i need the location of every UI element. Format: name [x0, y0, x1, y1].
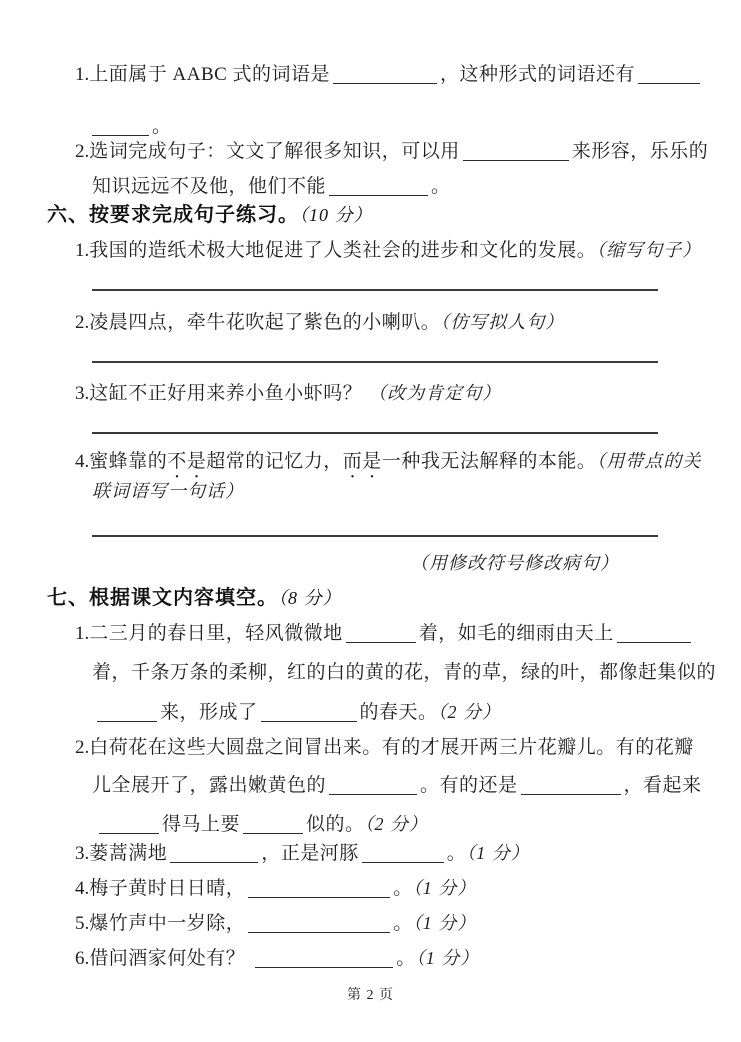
- sec7-item1-line1: [75, 621, 694, 647]
- answer-line: [92, 361, 658, 363]
- sec6-item4-line2: [92, 478, 244, 505]
- sec7-item2-text2: 儿全展开了，露出嫩黄色的: [92, 775, 327, 796]
- sec7-item3-text2: ，正是河豚: [261, 843, 359, 864]
- blank-line: [329, 179, 428, 196]
- answer-line: [92, 432, 658, 434]
- sec7-item1-number: 1.: [75, 623, 90, 644]
- blank-line: [248, 916, 390, 933]
- sec7-item2-text4: ，看起来: [623, 775, 702, 796]
- q5-item2-text4: 。: [431, 176, 451, 197]
- sec7-item1-line3: [97, 699, 501, 726]
- sec7-item2-line1: [75, 735, 694, 761]
- sec6-item1-note: （缩写句子）: [596, 240, 702, 260]
- blank-line: [617, 626, 691, 643]
- q5-item2-text2: 来形容，乐乐的: [571, 141, 709, 162]
- blank-line: [346, 626, 416, 643]
- q5-item1-text3: 。: [152, 116, 172, 137]
- section-6-title-text: 六、按要求完成句子练习。: [47, 204, 299, 226]
- blank-line: [248, 881, 390, 898]
- sec7-item5-score: （1 分）: [412, 913, 477, 933]
- sec7-item4-text2: 。: [393, 878, 413, 899]
- section-6-title: [47, 202, 373, 228]
- sec6-fix-sentence-note: [410, 550, 619, 577]
- section-6-score: （10 分）: [299, 205, 373, 225]
- sec7-item3-text1: 蒌蒿满地: [89, 843, 168, 864]
- sec7-item5-number: 5.: [75, 913, 90, 934]
- sec7-item5-line: [75, 910, 476, 937]
- blank-line: [92, 119, 149, 136]
- q5-item1-line1: [75, 62, 703, 88]
- q5-item2-text3: 知识远远不及他，他们不能: [92, 176, 327, 197]
- page-number: 第 2 页: [347, 988, 394, 1003]
- sec7-item2-text3: 。有的还是: [420, 775, 518, 796]
- sec6-item4-text2: 超常的记忆力，: [206, 451, 343, 472]
- sec7-item1-text3: 着，千条万条的柔柳，红的白的黄的花，青的草，绿的叶，都像赶集似的: [92, 662, 717, 683]
- sec6-item3-text: 这缸不正好用来养小鱼小虾吗？: [89, 383, 363, 404]
- sec7-item4-text1: 梅子黄时日日晴，: [89, 878, 246, 899]
- q5-item1-number: 1.: [75, 64, 90, 85]
- sec6-item4-text3: 一种我无法解释的本能。: [381, 451, 597, 472]
- q5-item2-line1: [75, 139, 708, 165]
- sec6-item4-note-part1: （用带点的关: [596, 451, 702, 471]
- blank-line: [170, 846, 258, 863]
- section-7-score: （8 分）: [278, 588, 342, 608]
- sec7-item1-text5: 的春天。: [359, 702, 438, 723]
- sec7-item3-line: [75, 840, 530, 867]
- sec6-item1-line: [75, 237, 701, 264]
- answer-line: [92, 535, 658, 537]
- sec7-item3-number: 3.: [75, 843, 90, 864]
- blank-line: [97, 705, 157, 722]
- sec7-item1-text4: 来，形成了: [160, 702, 258, 723]
- sec7-item3-text3: 。: [446, 843, 467, 864]
- sec7-item4-number: 4.: [75, 878, 90, 899]
- sec7-item2-text6: 似的。: [306, 814, 365, 835]
- sec6-item3-number: 3.: [75, 383, 90, 404]
- sec7-item2-score: （2 分）: [364, 814, 429, 834]
- sec6-item2-line: [75, 309, 564, 336]
- sec7-item3-score: （1 分）: [466, 843, 530, 863]
- q5-item2-line2: [92, 174, 451, 200]
- blank-line: [463, 144, 569, 161]
- sec7-item4-line: [75, 875, 476, 902]
- sec7-item4-score: （1 分）: [412, 878, 477, 898]
- blank-line: [99, 817, 159, 834]
- answer-line: [92, 289, 658, 291]
- sec6-item4-emphasized-1: 不是: [167, 451, 207, 472]
- sec6-item2-note: （仿写拟人句）: [440, 312, 565, 332]
- q5-item2-text1: 选词完成句子：文文了解很多知识，可以用: [89, 141, 460, 162]
- sec7-item2-number: 2.: [75, 737, 90, 758]
- sec7-item1-text1: 二三月的春日里，轻风微微地: [89, 623, 343, 644]
- sec7-item2-text1: 白荷花在这些大圆盘之间冒出来。有的才展开两三片花瓣儿。有的花瓣: [89, 737, 694, 758]
- sec7-item6-line: [75, 945, 479, 972]
- sec6-item4-emphasized-2: 而是: [342, 451, 382, 472]
- sec7-item1-line2: [92, 660, 716, 686]
- sec6-item4-number: 4.: [75, 451, 90, 472]
- sec7-item6-text2: 。: [396, 948, 416, 969]
- sec6-item4-note-part2: 联词语写一句话）: [92, 481, 244, 501]
- sec6-item1-number: 1.: [75, 240, 90, 261]
- q5-item1-text2: ，这种形式的词语还有: [440, 64, 636, 85]
- blank-line: [329, 778, 417, 795]
- blank-line: [333, 67, 437, 84]
- sec7-item2-line3: [99, 811, 428, 838]
- sec7-item2-line2: [92, 773, 702, 799]
- sec7-item6-text1: 借问酒家何处有？: [89, 948, 246, 969]
- q5-item1-text1: 上面属于 AABC 式的词语是: [89, 64, 331, 85]
- blank-line: [243, 817, 303, 834]
- sec7-item6-number: 6.: [75, 948, 90, 969]
- q5-item1-line2: [92, 114, 172, 140]
- blank-line: [638, 67, 700, 84]
- sec6-item1-text: 我国的造纸术极大地促进了人类社会的进步和文化的发展。: [89, 240, 597, 261]
- q5-item2-number: 2.: [75, 141, 90, 162]
- sec7-item6-score: （1 分）: [415, 948, 480, 968]
- sec7-item2-text5: 得马上要: [162, 814, 241, 835]
- sec7-item5-text1: 爆竹声中一岁除，: [89, 913, 246, 934]
- sec6-item2-text: 凌晨四点，牵牛花吹起了紫色的小喇叭。: [89, 312, 441, 333]
- sec6-item3-note: （改为肯定句）: [368, 383, 502, 403]
- blank-line: [261, 705, 357, 722]
- sec7-item1-text2: 着，如毛的细雨由天上: [418, 623, 614, 644]
- blank-line: [521, 778, 621, 795]
- sec6-item4-text1: 蜜蜂靠的: [89, 451, 168, 472]
- sec6-item2-number: 2.: [75, 312, 90, 333]
- section-7-title: [47, 585, 342, 611]
- blank-line: [362, 846, 444, 863]
- blank-line: [255, 951, 393, 968]
- sec7-item5-text2: 。: [393, 913, 413, 934]
- section-7-title-text: 七、根据课文内容填空。: [47, 587, 278, 609]
- sec6-item3-line: [75, 380, 501, 407]
- sec6-fix-sentence-note-text: （用修改符号修改病句）: [410, 553, 619, 573]
- sec7-item1-score: （2 分）: [437, 702, 502, 722]
